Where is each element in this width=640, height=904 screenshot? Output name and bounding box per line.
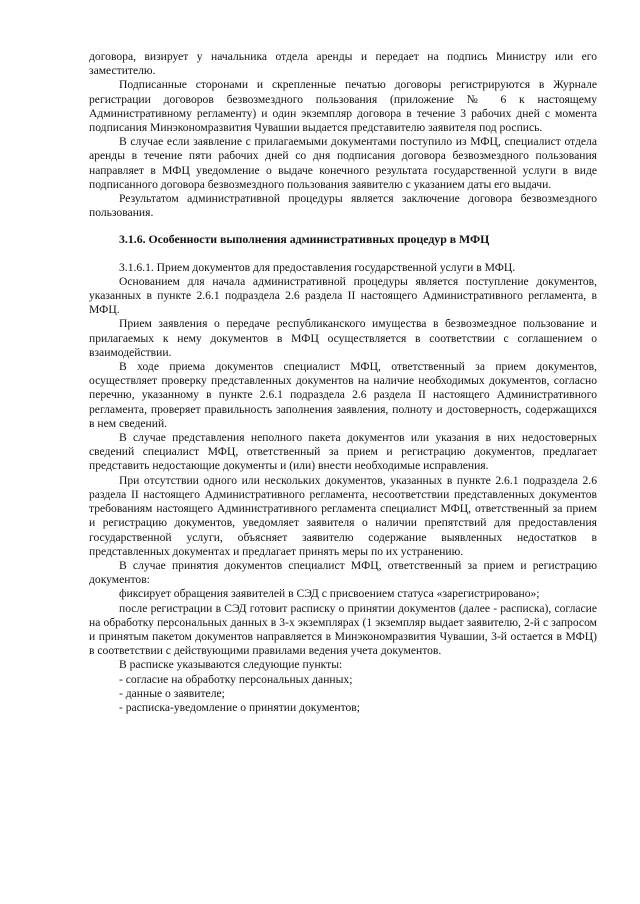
- paragraph-reception: Прием заявления о передаче республиканского имущества в безвозмездное пользование и прилагаемых к нему документов в МФЦ осуществляется в соответствии с соглашением о взаимодействии.: [89, 317, 597, 359]
- paragraph-registration-sed: фиксирует обращения заявителей в СЭД с присвоением статуса «зарегистрировано»;: [119, 587, 540, 601]
- paragraph-subsection-title: 3.1.6.1. Прием документов для предоставления государственной услуги в МФЦ.: [119, 260, 516, 274]
- paragraph-result: Результатом административной процедуры является заключение договора безвозмездного пользования.: [89, 192, 597, 220]
- paragraph-receipt-items-intro: В расписке указываются следующие пункты:: [119, 658, 343, 672]
- list-item: - данные о заявителе;: [119, 686, 225, 700]
- paragraph-registration: Подписанные сторонами и скрепленные печатью договоры регистрируются в Журнале регистрации договоров безвозмездного пользования (приложение № 6 к настоящему Административному регламенту) и один экземпляр договора в течение 3 рабочих дней с момента подписания Минэкономразвития Чувашии выдается представителю заявителя под роспись.: [89, 78, 597, 135]
- list-item: - расписка-уведомление о принятии документов;: [119, 700, 360, 714]
- paragraph-acceptance: В случае принятия документов специалист МФЦ, ответственный за прием и регистрацию документов:: [89, 558, 597, 587]
- paragraph-mfc-notice: В случае если заявление с прилагаемыми документами поступило из МФЦ, специалист отдела аренды в течение пяти рабочих дней со дня подписания договора безвозмездного пользования направляет в МФЦ уведомление о выдаче конечного результата государственной услуги в виде подписанного договора безвозмездного пользования заявителю с указанием даты его выдачи.: [89, 135, 597, 191]
- paragraph-verification: В ходе приема документов специалист МФЦ, ответственный за прием документов, осуществляет проверку представленных документов на наличие необходимых документов, согласно перечню, указанному в пункте 2.6.1 подраздела 2.6 раздела II настоящего Административного регламента, проверяет правильность заполнения заявления, полноту и достоверность, содержащихся в нем сведений.: [89, 360, 597, 430]
- list-item: - согласие на обработку персональных данных;: [119, 672, 353, 686]
- paragraph-missing-documents: При отсутствии одного или нескольких документов, указанных в пункте 2.6.1 подраздела 2.6 раздела II настоящего Административного регламента, несоответствии представленных документов требованиям настоящего Административного регламента специалист МФЦ, ответственный за прием и регистрацию документов, уведомляет заявителя о наличии препятствий для предоставления государственной услуги, объясняет заявителю содержание выявленных недостатков в представленных документах и предлагает принять меры по их устранению.: [89, 473, 597, 558]
- paragraph-basis: Основанием для начала административной процедуры является поступление документов, указанных в пункте 2.6.1 подраздела 2.6 раздела II настоящего Административного регламента, в МФЦ.: [89, 274, 597, 317]
- paragraph-receipt: после регистрации в СЭД готовит расписку о принятии документов (далее - расписка), согласие на обработку персональных данных в 3-х экземплярах (1 экземпляр выдает заявителю, 2-й с запросом и принятым пакетом документов направляется в Минэкономразвития Чувашии, 3-й остается в МФЦ) в соответствии с действующими правилами ведения учета документов.: [89, 601, 597, 658]
- section-heading: 3.1.6. Особенности выполнения административных процедур в МФЦ: [119, 232, 490, 247]
- paragraph-incomplete-package: В случае представления неполного пакета документов или указания в них недостоверных сведений специалист МФЦ, ответственный за прием и регистрацию документов, предлагает представить недостающие документы и (или) внести необходимые исправления.: [89, 431, 597, 473]
- document-page: [89, 50, 597, 715]
- paragraph-continuation: договора, визирует у начальника отдела аренды и передает на подпись Министру или его заместителю.: [89, 50, 597, 78]
